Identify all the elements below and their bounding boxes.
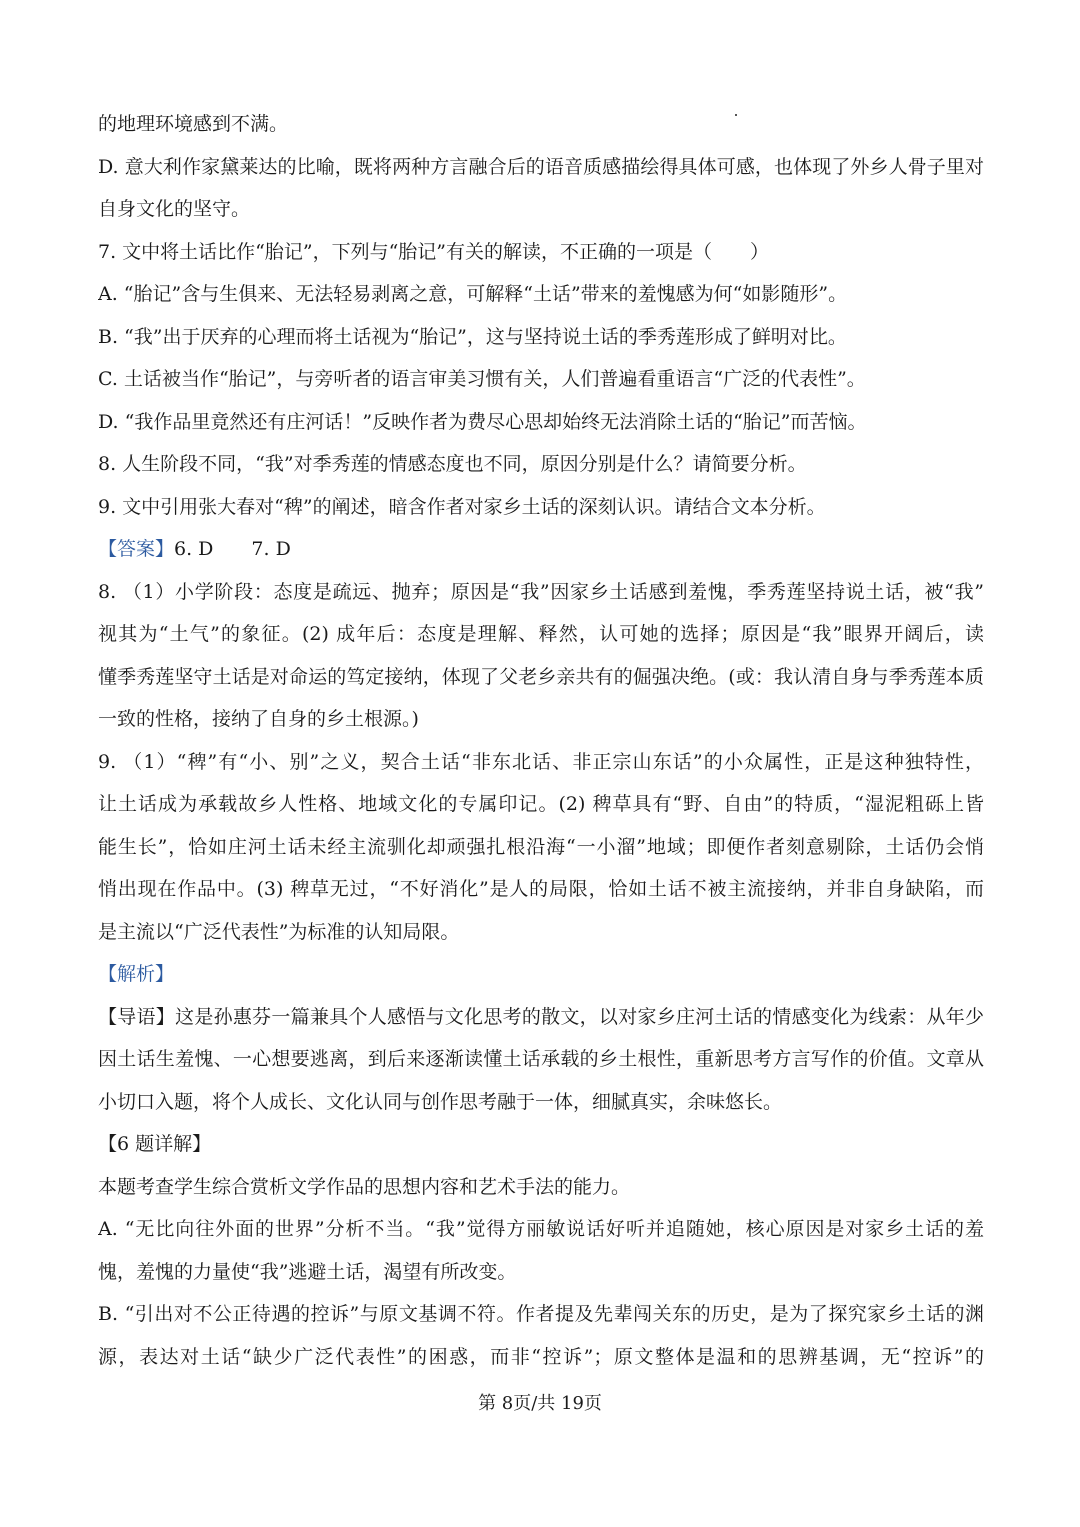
text-line: 自身文化的坚守。 (98, 198, 251, 220)
answer-line (98, 528, 984, 571)
intro-line: 【导语】这是孙惠芬一篇兼具个人感悟与文化思考的散文，以对家乡庄河土话的情感变化为线索：从年少 (98, 1005, 984, 1028)
question-7: 7. 文中将土话比作“胎记”，下列与“胎记”有关的解读，不正确的一项是（ ） (98, 240, 770, 263)
analysis-tag: 【解析】 (98, 963, 175, 985)
q6-detail-a: 愧，羞愧的力量使“我”逃避土话，渴望有所改变。 (98, 1260, 517, 1283)
answer-values: 6. D 7. D (174, 538, 291, 560)
q6-detail-a: A. “无比向往外面的世界”分析不当。“我”觉得方丽敏说话好听并追随她，核心原因是对家乡土话的羞 (98, 1218, 984, 1240)
answer-8-line: 一致的性格，接纳了自身的乡土根源。) (98, 708, 419, 730)
analysis-heading (98, 953, 984, 996)
answer-8-line: 视其为“土气”的象征。(2) 成年后：态度是理解、释然，认可她的选择；原因是“我”眼界开阔后，读 (98, 623, 984, 645)
q7-option-a: A. “胎记”含与生俱来、无法轻易剥离之意，可解释“土话”带来的羞愧感为何“如影随形”。 (98, 283, 848, 305)
page-footer: 第 8页/共 19页 (478, 1393, 602, 1414)
answer-9-line: 让土话成为承载故乡人性格、地域文化的专属印记。(2) 稗草具有“野、自由”的特质，“湿泥粗砾上皆 (98, 793, 984, 815)
q6-detail-line: 本题考查学生综合赏析文学作品的思想内容和艺术手法的能力。 (98, 1175, 631, 1198)
answer-9-line: 悄出现在作品中。(3) 稗草无过，“不好消化”是人的局限，恰如土话不被主流接纳，并非自身缺陷，而 (98, 878, 984, 900)
text-line: 的地理环境感到不满。 (98, 113, 289, 135)
answer-9-line: 是主流以“广泛代表性”为标准的认知局限。 (98, 920, 460, 943)
q7-option-b: B. “我”出于厌弃的心理而将土话视为“胎记”，这与坚持说土话的季秀莲形成了鲜明对比。 (98, 325, 847, 348)
question-8: 8. 人生阶段不同，“我”对季秀莲的情感态度也不同，原因分别是什么？请简要分析。 (98, 453, 807, 475)
question-9: 9. 文中引用张大春对“稗”的阐述，暗含作者对家乡土话的深刻认识。请结合文本分析。 (98, 495, 826, 518)
q6-detail-b: 源，表达对土话“缺少广泛代表性”的困惑，而非“控诉”；原文整体是温和的思辨基调，无“控诉”的 (98, 1345, 984, 1368)
intro-line: 小切口入题，将个人成长、文化认同与创作思考融于一体，细腻真实，余味悠长。 (98, 1090, 783, 1113)
q6-detail-b: B. “引出对不公正待遇的控诉”与原文基调不符。作者提及先辈闯关东的历史，是为了探究家乡土话的渊 (98, 1303, 984, 1325)
q6-detail-heading: 【6 题详解】 (98, 1133, 212, 1155)
answer-8-line: 8. （1）小学阶段：态度是疏远、抛弃；原因是“我”因家乡土话感到羞愧，季秀莲坚持说土话，被“我” (98, 580, 984, 603)
answer-8-line: 懂季秀莲坚守土话是对命运的笃定接纳，体现了父老乡亲共有的倔强决绝。(或：我认清自身与季秀莲本质 (98, 665, 984, 688)
document-body (98, 103, 984, 1378)
answer-9-line: 能生长”，恰如庄河土话未经主流驯化却顽强扎根沿海“一小溜”地域；即便作者刻意剔除，土话仍会悄 (98, 835, 984, 858)
answer-tag: 【答案】 (98, 538, 175, 560)
q7-option-c: C. 土话被当作“胎记”，与旁听者的语言审美习惯有关，人们普遍看重语言“广泛的代表性”。 (98, 368, 866, 390)
option-d-line: D. 意大利作家黛莱达的比喻，既将两种方言融合后的语音质感描绘得具体可感，也体现了外乡人骨子里对 (98, 155, 984, 178)
intro-line: 因土话生羞愧、一心想要逃离，到后来逐渐读懂土话承载的乡土根性，重新思考方言写作的价值。文章从 (98, 1048, 984, 1070)
q7-option-d: D. “我作品里竟然还有庄河话！”反映作者为费尽心思却始终无法消除土话的“胎记”而苦恼。 (98, 410, 867, 433)
answer-9-line: 9. （1）“稗”有“小、别”之义，契合土话“非东北话、非正宗山东话”的小众属性，正是这种独特性， (98, 750, 984, 773)
